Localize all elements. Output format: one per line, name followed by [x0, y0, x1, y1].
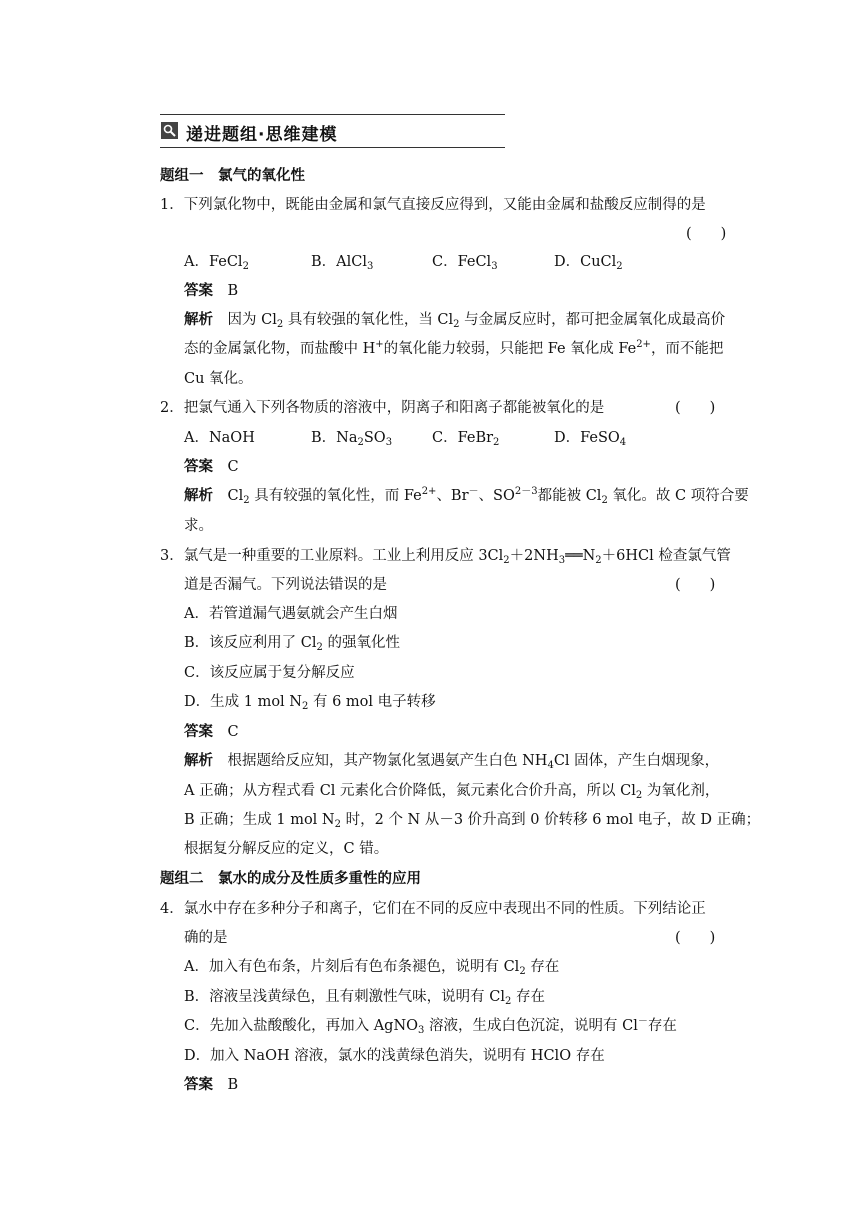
q3-answer-blank: ( ): [675, 577, 716, 593]
q1-option-d: D．CuCl$_2$: [554, 254, 623, 272]
q4-answer: 答案 B: [184, 1077, 239, 1093]
q2-analysis-line-2: 求。: [184, 518, 213, 534]
q4-stem-line-1: 4．氯水中存在多种分子和离子，它们在不同的反应中表现出不同的性质。下列结论正: [160, 901, 706, 917]
magnifier-icon: [161, 122, 178, 139]
q3-option-d: D．生成 1 mol $N_2$ 有 6 mol 电子转移: [184, 694, 436, 712]
q4-option-b: B．溶液呈浅黄绿色，且有刺激性气味，说明有 $Cl_2$ 存在: [184, 989, 545, 1007]
q2-option-a: A．NaOH: [184, 430, 255, 446]
q3-option-c: C．该反应属于复分解反应: [184, 665, 355, 681]
q1-analysis-line-2: 态的金属氯化物，而盐酸中 H+的氧化能力较弱，只能把 Fe 氧化成 $Fe^{2+}$，而不能把: [184, 339, 724, 357]
q3-analysis-line-4: 根据复分解反应的定义，C 错。: [184, 841, 389, 857]
q3-stem-line-1: 3．氯气是一种重要的工业原料。工业上利用反应 $3Cl_2+2NH_3══N_2+6HCl$ 检查氯气管: [160, 548, 731, 566]
q3-stem-line-2: 道是否漏气。下列说法错误的是: [184, 577, 387, 593]
q2-stem: 2．把氯气通入下列各物质的溶液中，阴离子和阳离子都能被氧化的是: [160, 400, 605, 416]
q4-option-a: A．加入有色布条，片刻后有色布条褪色，说明有 $Cl_2$ 存在: [184, 959, 560, 977]
q3-option-a: A．若管道漏气遇氨就会产生白烟: [184, 606, 398, 622]
q2-analysis-line-1: 解析 $Cl_2$ 具有较强的氧化性，而 $Fe^{2+}$、Br－、$SO^{2-3}$都能被 $Cl_2$ 氧化。故 C 项符合要: [184, 486, 749, 506]
q1-option-a: A．FeCl$_2$: [184, 254, 249, 272]
q4-stem-line-2: 确的是: [184, 930, 228, 946]
q1-answer: 答案 B: [184, 283, 239, 299]
group-title-1: 题组一 氯气的氧化性: [160, 168, 305, 184]
q3-analysis-line-3: B 正确；生成 1 mol $N_2$ 时，2 个 N 从－3 价升高到 0 价转移 6 mol 电子，故 D 正确；: [184, 812, 761, 830]
q3-option-b: B．该反应利用了 $Cl_2$ 的强氧化性: [184, 635, 400, 653]
q2-answer-blank: ( ): [675, 400, 716, 416]
section-header: [160, 114, 505, 148]
q2-answer: 答案 C: [184, 459, 239, 475]
q2-option-d: D．FeSO$_4$: [554, 430, 627, 448]
q3-analysis-line-1: 解析 根据题给反应知，其产物氯化氢遇氨产生白色 $NH_4Cl$ 固体，产生白烟现象，: [184, 753, 720, 771]
q4-option-c: C．先加入盐酸酸化，再加入 AgNO$_3$ 溶液，生成白色沉淀，说明有 Cl－存在: [184, 1016, 677, 1036]
q3-analysis-line-2: A 正确；从方程式看 Cl 元素化合价降低，氮元素化合价升高，所以 $Cl_2$ 为氧化剂，: [184, 783, 720, 801]
q3-answer: 答案 C: [184, 724, 239, 740]
q4-option-d: D．加入 NaOH 溶液，氯水的浅黄绿色消失，说明有 HClO 存在: [184, 1048, 605, 1064]
q1-answer-blank: ( ): [686, 226, 727, 242]
section-title: 递进题组·思维建模: [186, 125, 338, 145]
q1-option-b: B．AlCl$_3$: [311, 254, 374, 272]
q1-analysis-line-1: 解析 因为 $Cl_2$ 具有较强的氧化性，当 $Cl_2$ 与金属反应时，都可把金属氧化成最高价: [184, 312, 726, 330]
q4-answer-blank: ( ): [675, 930, 716, 946]
q1-option-c: C．FeCl$_3$: [432, 254, 498, 272]
q1-stem: 1．下列氯化物中，既能由金属和氯气直接反应得到，又能由金属和盐酸反应制得的是: [160, 197, 706, 213]
q2-option-c: C．FeBr$_2$: [432, 430, 500, 448]
q1-analysis-line-3: Cu 氧化。: [184, 371, 253, 387]
q2-option-b: B．$Na_2SO_3$: [311, 430, 393, 448]
group-title-2: 题组二 氯水的成分及性质多重性的应用: [160, 871, 421, 887]
